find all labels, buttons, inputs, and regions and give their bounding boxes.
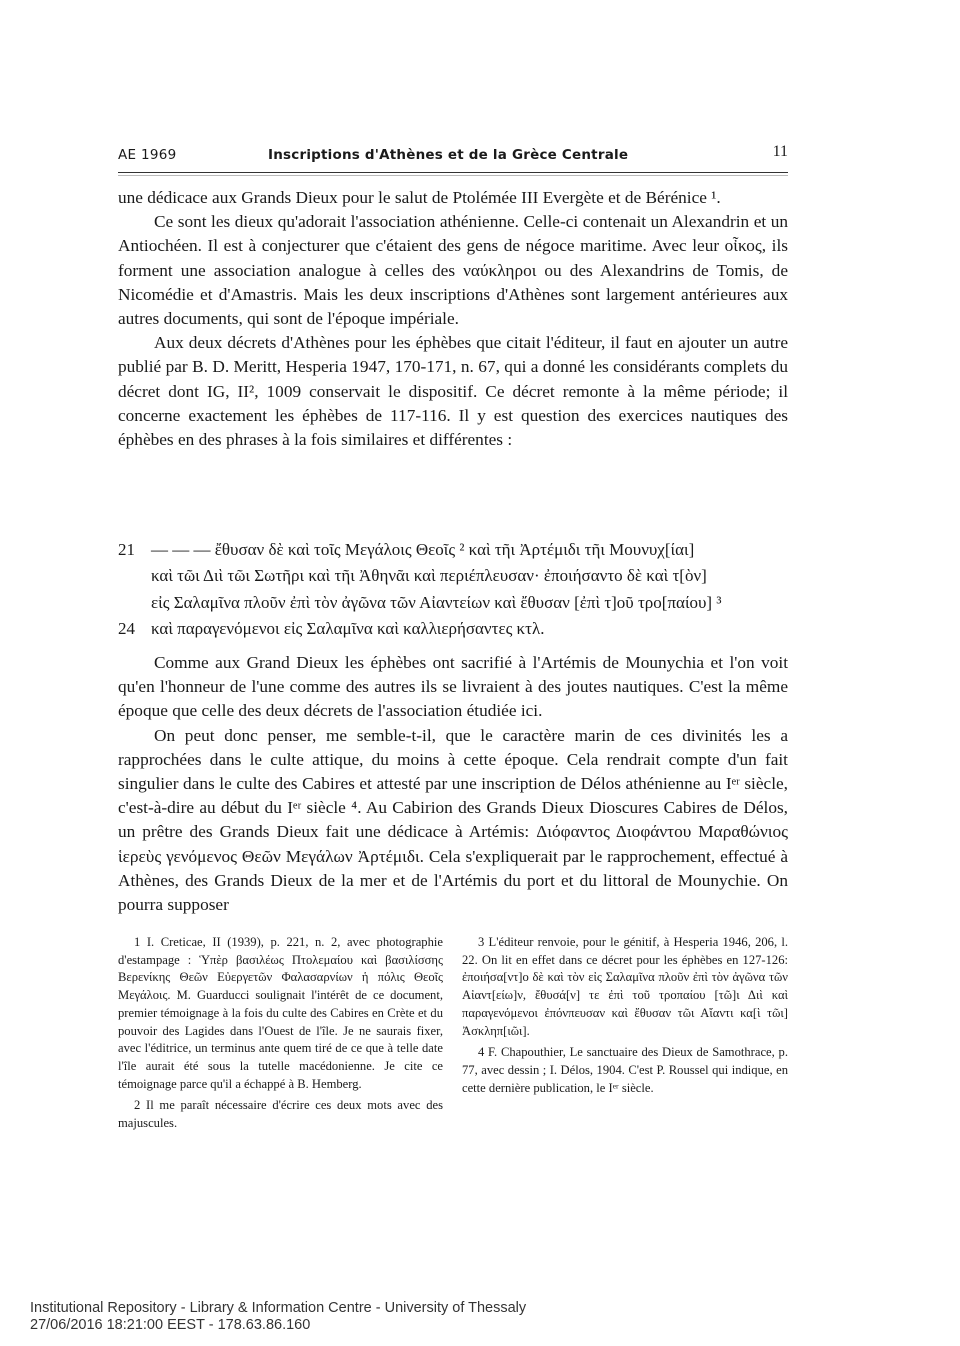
line-number: 21 bbox=[118, 540, 135, 559]
journal-ref: AE 1969 bbox=[118, 147, 177, 163]
line-number: 24 bbox=[118, 619, 135, 639]
greek-inscription bbox=[118, 537, 788, 643]
repository-name: Institutional Repository - Library & Information Centre - University of Thessaly bbox=[30, 1300, 527, 1316]
line-text: καὶ τῶι Διὶ τῶι Σωτῆρι καὶ τῆι Ἀθηνᾶι καὶ περιέπλευσαν· ἐποιήσαντο δὲ καὶ τ[ὸν] bbox=[151, 566, 707, 586]
footnote-4: 4 F. Chapouthier, Le sanctuaire des Dieux de Samothrace, p. 77, avec dessin ; I. Délos, 1904. C'est P. Roussel qui indique, en cette dernière publication, le Iᵉʳ siècle. bbox=[462, 1045, 788, 1095]
paragraph-5: On peut donc penser, me semble-t-il, que le caractère marin de ces divinités les a rapprochées dans le culte attique, du moins à cette époque. Cela rendrait compte d'un fait singulier dans le culte des Cabires et attesté par une inscription de Délos athénienne au Iᵉʳ siècle, c'est-à-dire au début du Iᵉʳ siècle ⁴. Au Cabirion des Grands Dieux Dioscures Cabires de Délos, un prêtre des Grands Dieux fait une dédicace à Artémis: Διόφαντος Διοφάντου Μαραθώνιος ἱερεὺς γενόμενος Θεῶν Μεγάλων Ἀρτέμιδι. Cela s'expliquerait par le rapprochement, effectué à Athènes, des Grands Dieux de la mer et de l'Artémis du port et du littoral de Mounychie. On pourra supposer bbox=[118, 725, 788, 915]
footnotes-right-column bbox=[462, 934, 788, 1101]
page-number: 11 bbox=[772, 143, 788, 160]
inscription-line bbox=[118, 616, 788, 642]
line-text: — — — ἔθυσαν δὲ καὶ τοῖς Μεγάλοις Θεοῖς ² καὶ τῆι Ἀρτέμιδι τῆι Μουνυχ[ίαι] bbox=[151, 540, 695, 559]
inscription-line bbox=[118, 537, 788, 563]
footnote-2: 2 Il me paraît nécessaire d'écrire ces deux mots avec des majuscules. bbox=[118, 1098, 443, 1131]
paragraph-4: Comme aux Grand Dieux les éphèbes ont sacrifié à l'Artémis de Mounychia et l'on voit qu'en l'honneur de l'une comme des autres ils se livraient à des joutes nautiques. C'est la même époque que celle des deux décrets de l'association étudiée ici. bbox=[118, 653, 788, 721]
download-timestamp: 27/06/2016 18:21:00 EEST - 178.63.86.160 bbox=[30, 1317, 311, 1333]
line-text: εἰς Σαλαμῖνα πλοῦν ἐπὶ τὸν ἀγῶνα τῶν Αἰαντείων καὶ ἔθυσαν [ἐπὶ τ]οῦ τρο[παίου] ³ bbox=[151, 592, 722, 612]
inscription-line bbox=[118, 590, 788, 616]
footnote-1: 1 I. Creticae, II (1939), p. 221, n. 2, avec photographie d'estampage : Ὑπὲρ βασιλέως Πτολεμαίου καὶ βασιλίσσης Βερενίκης Θεῶν Εὐεργετῶν Φαλασαρνίων ἡ πόλις Θεοῖς Μεγάλοις. M. Guarducci soulignait l'intérêt de ce document, premier témoignage à la fois du culte des Cabires en Crète et du pouvoir des Lagides dans l'Ouest de l'île. Je ne saurais fixer, avec l'éditrice, un terminus ante quem tiré de ce que à telle date l'île aurait été sous la tutelle macédonienne. Je cite ce témoignage parce qu'il a échappé à B. Hemberg. bbox=[118, 935, 443, 1091]
main-text-continued bbox=[118, 651, 788, 917]
footnote-3: 3 L'éditeur renvoie, pour le génitif, à Hesperia 1946, 206, l. 22. On lit en effet dans ce décret pour les éphèbes en 127-126: ἐποιήσα[ντ]ο δὲ καὶ τὸν εἰς Σαλαμῖνα πλοῦν ἐπὶ τὸν ἀγῶνα τῶν Αἰαντ[είω]ν, ἔθυσά[ν] τε ἐπὶ τοῦ τροπαίου [τῶ]ι Διὶ καὶ παραγενόμενοι ἐπόνπευσαν καὶ ἔθυσαν τῶι Αἴαντι κα[ὶ τῶι] Ἀσκληπ[ιῶι]. bbox=[462, 935, 788, 1038]
main-text bbox=[118, 186, 788, 452]
header-rule bbox=[118, 172, 788, 173]
running-title: Inscriptions d'Athènes et de la Grèce Centrale bbox=[268, 147, 629, 163]
repository-footer bbox=[30, 1300, 526, 1334]
paragraph-1: une dédicace aux Grands Dieux pour le salut de Ptolémée III Evergète et de Bérénice ¹. bbox=[118, 188, 721, 207]
paragraph-2: Ce sont les dieux qu'adorait l'association athénienne. Celle-ci contenait un Alexandrin et un Antiochéen. Il est à conjecturer que c'étaient des gens de négoce maritime. Avec leur οἶκος, ils forment une association analogue à celles des ναύκληροι ou des Alexandrins de Tomis, de Nicomédie et d'Amastris. Mais les deux inscriptions d'Athènes sont largement antérieures aux autres documents, qui sont de l'époque impériale. bbox=[118, 212, 788, 329]
header-rule-secondary bbox=[118, 175, 788, 176]
line-text: καὶ παραγενόμενοι εἰς Σαλαμῖνα καὶ καλλιερήσαντες κτλ. bbox=[151, 619, 545, 639]
inscription-line bbox=[118, 563, 788, 589]
running-header bbox=[118, 143, 788, 169]
paragraph-3: Aux deux décrets d'Athènes pour les éphèbes que citait l'éditeur, il faut en ajouter un autre publié par B. D. Meritt, Hesperia 1947, 170-171, n. 67, qui a donné les considérants complets du décret dont IG, II², 1009 conservait le dispositif. Ce décret remonte à la même période; il concerne exactement les éphèbes de 117-116. Il y est question des exercices nautiques des éphèbes en des phrases à la fois similaires et différentes : bbox=[118, 333, 788, 450]
footnotes-left-column bbox=[118, 934, 443, 1137]
